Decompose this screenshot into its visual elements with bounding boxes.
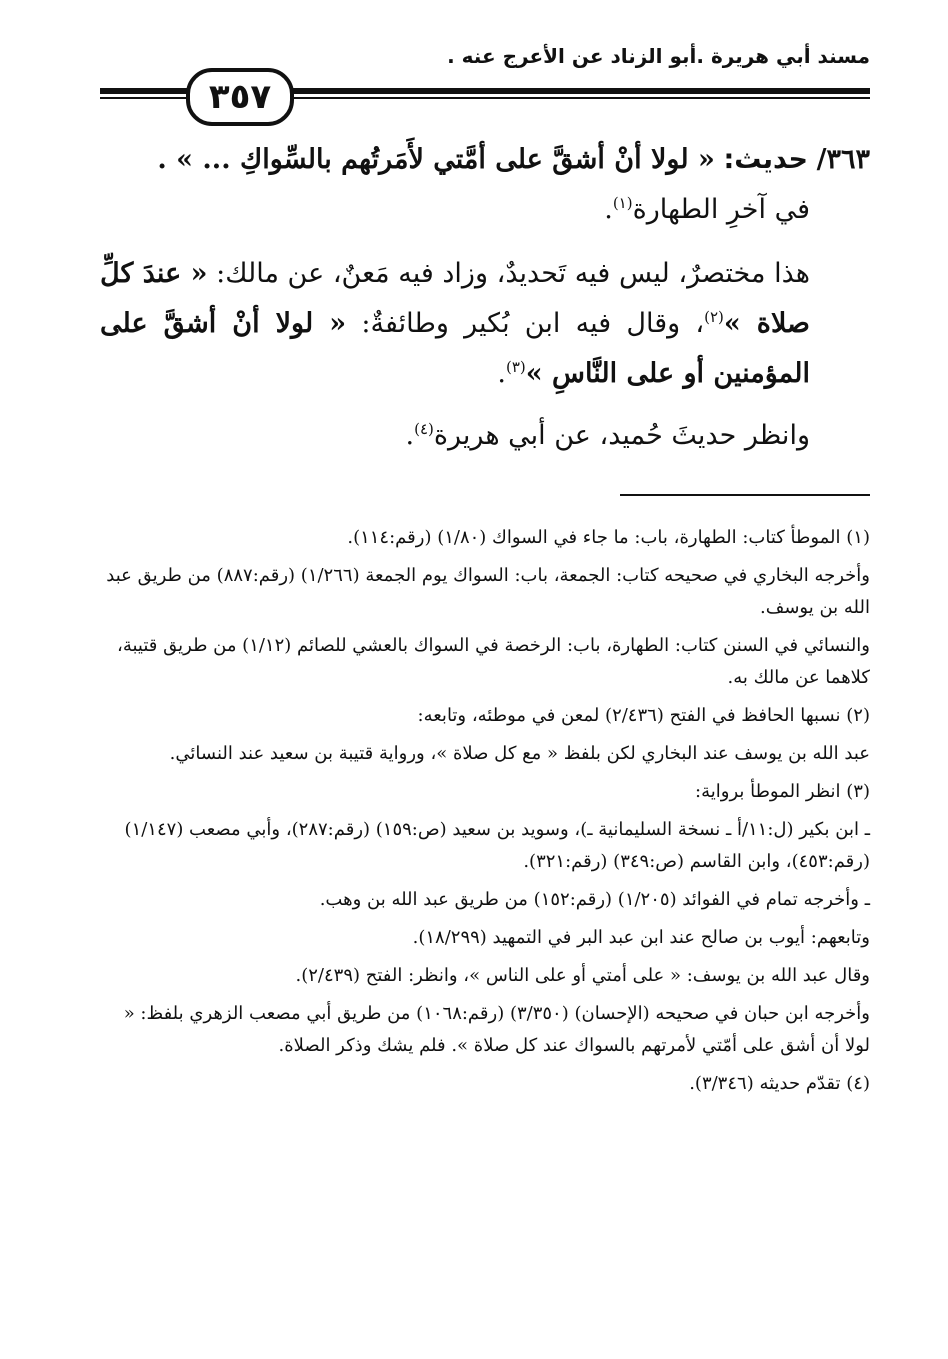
- paragraph-1: [100, 249, 870, 399]
- hadith-number: ٣٦٣/: [816, 144, 870, 175]
- footnote-1: (١) الموطأ كتاب: الطهارة، باب: ما جاء في السواك (١/٨٠) (رقم:١١٤).: [347, 527, 870, 548]
- paragraph-2-text: وانظر حديثَ حُميد، عن أبي هريرة: [433, 420, 810, 451]
- quote-believers: « لولا أنْ أشقَّ على المؤمنين أو على النَّاسِ »: [100, 308, 810, 389]
- footnote-3-abdullah: وقال عبد الله بن يوسف: « على أمتي أو على الناس »، وانظر: الفتح (٢/٤٣٩).: [295, 965, 870, 986]
- footnote-2: (٢) نسبها الحافظ في الفتح (٢/٤٣٦) لمعن في موطئه، وتابعه:: [417, 705, 870, 726]
- footnote-ref-4: (٤): [414, 420, 434, 438]
- footnote-3-ibn-hibban: وأخرجه ابن حبان في صحيحه (الإحسان) (٣/٣٥٠) (رقم:١٠٦٨) من طريق أبي مصعب الزهري بلفظ: « لولا أن أشق على أمّتي لأمرتهم بالسواك عند كل صلاة ». فلم يشك وذكر الصلاة.: [123, 1003, 870, 1056]
- footnote-ref-1: (١): [612, 194, 633, 212]
- hadith-text: « لولا أنْ أشقَّ على أمَّتي لأَمَرتُهم بالسِّواكِ ... » .: [157, 144, 715, 175]
- paragraph-1-end: .: [497, 358, 506, 389]
- paragraph-2-end: .: [405, 420, 415, 451]
- footnote-separator: [620, 494, 870, 496]
- paragraph-1-part2: ، وقال فيه ابن بُكير وطائفةٌ:: [346, 308, 705, 339]
- footnote-3: (٣) انظر الموطأ برواية:: [695, 781, 870, 802]
- quote-each-prayer: « عندَ كلِّ صلاة »: [100, 258, 810, 339]
- hadith-line: [100, 135, 870, 185]
- location-text: في آخرِ الطهارة: [632, 194, 810, 225]
- footnote-1-nasai: والنسائي في السنن كتاب: الطهارة، باب: الرخصة في السواك بالعشي للصائم (١/١٢) من طريق قتيبة، كلاهما عن مالك به.: [117, 635, 870, 688]
- page-number: ٣٥٧: [186, 68, 294, 126]
- footnotes: [100, 522, 870, 1106]
- footnote-ref-2: (٢): [704, 308, 724, 326]
- footnote-3-ibn-bukayr: ـ ابن بكير (ل:١١/أ ـ نسخة السليمانية ـ)، وسويد بن سعيد (ص:١٥٩) (رقم:٢٨٧)، وأبي مصعب (١/١٤٧) (رقم:٤٥٣)، وابن القاسم (ص:٣٤٩) (رقم:٣٢١).: [124, 819, 870, 872]
- footnote-3-tammam: ـ وأخرجه تمام في الفوائد (١/٢٠٥) (رقم:١٥٢) من طريق عبد الله بن وهب.: [319, 889, 870, 910]
- main-text: [100, 135, 870, 461]
- footnote-1-bukhari: وأخرجه البخاري في صحيحه كتاب: الجمعة، باب: السواك يوم الجمعة (١/٢٦٦) (رقم:٨٨٧) من طريق عبد الله بن يوسف.: [106, 565, 870, 618]
- location-line: في آخرِ الطهارة$^{(١)}$.: [604, 194, 810, 225]
- footnote-ref-3: (٣): [505, 358, 526, 376]
- paragraph-2: [100, 411, 870, 461]
- paragraph-1-part1: هذا مختصرٌ، ليس فيه تَحديدٌ، وزاد فيه مَعنٌ، عن مالك:: [207, 258, 810, 289]
- footnote-3-ayyub: وتابعهم: أيوب بن صالح عند ابن عبد البر في التمهيد (١٨/٢٩٩).: [412, 927, 870, 948]
- footnote-4: (٤) تقدّم حديثه (٣/٣٤٦).: [689, 1073, 870, 1094]
- footnote-2-continued: عبد الله بن يوسف عند البخاري لكن بلفظ « مع كل صلاة »، ورواية قتيبة بن سعيد عند النسائي.: [169, 743, 870, 764]
- running-head: مسند أبي هريرة .أبو الزناد عن الأعرج عنه .: [447, 44, 870, 68]
- hadith-label: حديث:: [723, 144, 809, 175]
